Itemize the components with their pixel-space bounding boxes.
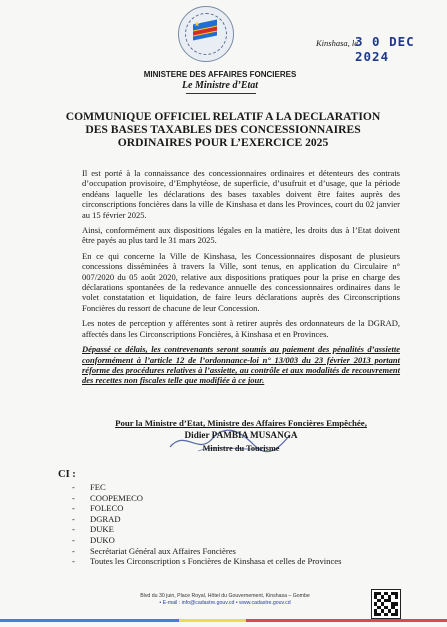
date-stamp: 3 0 DEC 2024 — [355, 34, 415, 64]
ministry-name: MINISTERE DES AFFAIRES FONCIERES — [143, 70, 297, 79]
copy-to-label: CI : — [58, 469, 76, 480]
coat-of-arms-seal-icon — [178, 6, 234, 62]
list-item: - FOLECO — [72, 503, 124, 514]
footer — [100, 593, 350, 607]
footer-address: Blvd du 30 juin, Place Royal, Hôtel du Gouvernement, Kinshasa – Gombe — [140, 593, 310, 599]
place-label: Kinshasa, le — [316, 38, 359, 48]
list-item: - DUKO — [72, 534, 115, 545]
signatory-role: Ministre du Tourisme — [202, 444, 280, 453]
recipient-list — [72, 482, 412, 567]
title-line: COMMUNIQUE OFFICIEL RELATIF A LA DECLARATION — [65, 110, 381, 123]
qr-code-icon — [371, 589, 401, 619]
list-item: - Toutes les Circonscription s Foncières de Kinshasa et celles de Provinces — [72, 556, 342, 567]
minister-title: Le Ministre d’Etat — [181, 80, 259, 91]
body-paragraph: Ainsi, conformément aux dispositions légales en la matière, les droits dus à l’Etat doivent être payés au plus tard le 31 mars 2025. — [82, 225, 400, 246]
flag-color-stripe — [0, 619, 447, 622]
footer-contact: • E-mail : info@cadastre.gouv.cd • www.cadastre.gouv.cd — [159, 600, 291, 606]
signatory-organisation: Pour la Ministre d’Etat, Ministre des Affaires Foncières Empêchée, — [115, 418, 367, 428]
list-item: - DUKE — [72, 524, 114, 535]
title-line: ORDINAIRES POUR L’EXERCICE 2025 — [117, 136, 329, 149]
divider — [186, 93, 256, 94]
body-paragraph: Les notes de perception y afférentes sont à retirer auprès des ordonnateurs de la DGRAD, affectés dans les Circonscriptions Foncières, à Kinshasa et en Provinces. — [82, 318, 400, 339]
body-paragraph: En ce qui concerne la Ville de Kinshasa, les Concessionnaires disposant de plusieurs concessions disséminées à travers la Ville, sont tenus, en application du Circulaire n° 007/2020 du 05 août 2020, relative aux dispositions pratiques pour la prise en charge des déclarations spontanées de la redevance annuelle des concessionnaires ordinaires dans le volet constatation et liquidation, de faire leurs déclarations auprès des Circonscriptions Foncières du ressort de chacune de leur Concession. — [82, 250, 400, 313]
list-item: - DGRAD — [72, 513, 121, 524]
signatory-name: Didier PAMBIA MUSANGA — [184, 430, 298, 440]
list-item: - Secrétariat Général aux Affaires Foncières — [72, 545, 236, 556]
title-line: DES BASES TAXABLES DES CONCESSIONNAIRES — [85, 123, 361, 136]
body-paragraph: Il est porté à la connaissance des concessionnaires ordinaires et détenteurs des contrats d’occupation provisoire, d’Emphytéose, de superficie, d’usufruit et d’usage, que la période endéans laquelle les déclarations des bases taxables doivent être faites auprès des circonscriptions foncières dans la ville de Kinshasa et dans les Provinces, court du 02 janvier au 15 février 2025. — [82, 168, 400, 220]
document-title — [60, 110, 386, 149]
signature-block — [82, 418, 400, 454]
penalty-warning: Dépassé ce délais, les contrevenants seront soumis au paiement des pénalités d’assiette conformément à l’article 12 de l’ordonnance-loi n° 13/003 du 23 février 2013 portant réforme des procédures relatives à l’assiette, au contrôle et aux modalités de recouvrement des recettes non fiscales telle que modifiée à ce jour. — [82, 344, 400, 386]
list-item: - COOPEMECO — [72, 492, 144, 503]
document-body — [82, 168, 400, 391]
list-item: - FEC — [72, 482, 106, 492]
